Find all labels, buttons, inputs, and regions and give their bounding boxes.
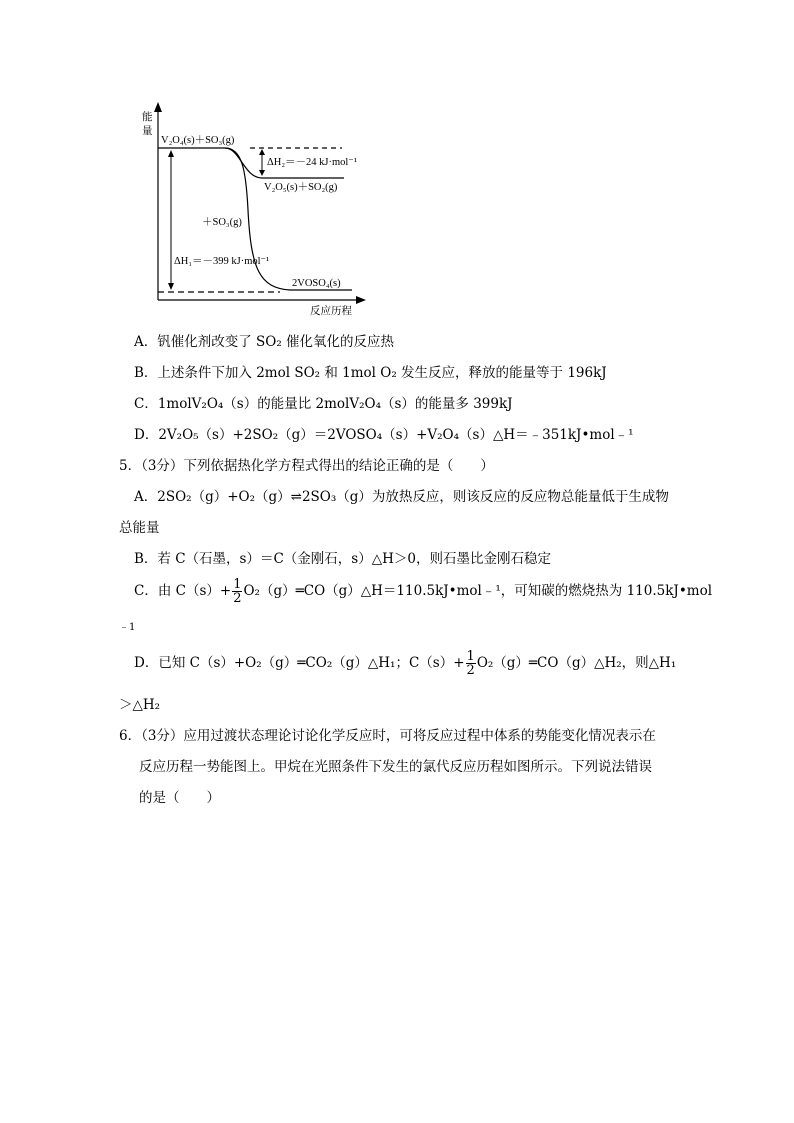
q4-option-c: C．1molV₂O₄（s）的能量比 2molV₂O₄（s）的能量多 399kJ — [134, 396, 513, 412]
q5-option-c-line2: ﹣1 — [119, 622, 136, 633]
q4-option-d: D．2V₂O₅（s）+2SO₂（g）＝2VOSO₄（s）+V₂O₄（s）△H＝﹣351kJ•mol﹣¹ — [134, 427, 634, 443]
fraction-numerator: 1 — [233, 577, 242, 592]
q6-stem-line2: 反应历程一势能图上。甲烷在光照条件下发生的氯代反应历程如图所示。下列说法错误 — [139, 759, 652, 775]
fraction-denominator: 2 — [466, 663, 475, 678]
fraction-denominator: 2 — [233, 591, 242, 606]
q6-stem-line1: 6．（3分）应用过渡状态理论讨论化学反应时，可将反应过程中体系的势能变化情况表示在 — [119, 728, 656, 744]
dh2-arrow-head-up — [259, 149, 265, 155]
x-axis-arrow — [356, 296, 366, 304]
y-axis-arrow — [154, 102, 162, 112]
q4-option-b: B．上述条件下加入 2mol SO₂ 和 1mol O₂ 发生反应，释放的能量等于 196kJ — [134, 365, 607, 381]
q5-option-c — [134, 578, 712, 605]
q5-stem: 5．（3分）下列依据热化学方程式得出的结论正确的是（ ） — [119, 458, 494, 474]
q5-option-b: B．若 C（石墨，s）＝C（金刚石，s）△H＞0，则石墨比金刚石稳定 — [134, 551, 551, 567]
bottom-level-label: 2VOSO₄(s) — [292, 278, 341, 289]
mid-left-label: ＋SO₃(g) — [202, 217, 242, 228]
q5-option-c-pre: C．由 C（s）+ — [134, 583, 232, 599]
dh2-arrow-head-down — [259, 170, 265, 176]
mid-level-label: V₂O₅(s)＋SO₂(g) — [264, 182, 338, 193]
q5-option-d-post: O₂（g）═CO（g）△H₂，则△H₁ — [476, 655, 677, 671]
energy-curves — [158, 148, 352, 292]
dh2-label: ΔH₂＝－24 kJ·mol⁻¹ — [267, 157, 357, 168]
fraction-numerator: 1 — [466, 649, 475, 664]
top-level-label: V₂O₄(s)＋SO₃(g) — [161, 135, 235, 146]
energy-diagram — [130, 100, 370, 320]
dh1-label: ΔH₁＝－399 kJ·mol⁻¹ — [174, 256, 270, 267]
curve-to-bottom — [225, 148, 352, 290]
q6-stem-line3: 的是（ ） — [139, 790, 220, 806]
half-fraction — [466, 650, 476, 677]
dh1-arrow-head-down — [168, 283, 174, 290]
q5-option-d-pre: D．已知 C（s）+O₂（g）═CO₂（g）△H₁；C（s）+ — [134, 655, 465, 671]
y-axis-label-1: 能 — [142, 112, 153, 123]
q5-option-d — [134, 650, 676, 677]
q5-option-a-line1: A．2SO₂（g）+O₂（g）⇌2SO₃（g）为放热反应，则该反应的反应物总能量低于生成物 — [134, 489, 669, 505]
q5-option-c-post: O₂（g）═CO（g）△H＝110.5kJ•mol﹣¹，可知碳的燃烧热为 110.5kJ•mol — [243, 583, 713, 599]
q4-option-a: A．钒催化剂改变了 SO₂ 催化氧化的反应热 — [134, 334, 395, 350]
x-axis-label: 反应历程 — [310, 306, 352, 317]
dh1-arrow-head-up — [168, 150, 174, 157]
q5-option-a-line2: 总能量 — [119, 520, 160, 536]
q5-option-d-line2: ＞△H₂ — [119, 697, 161, 713]
half-fraction — [232, 578, 242, 605]
y-axis-label-2: 量 — [142, 126, 153, 137]
